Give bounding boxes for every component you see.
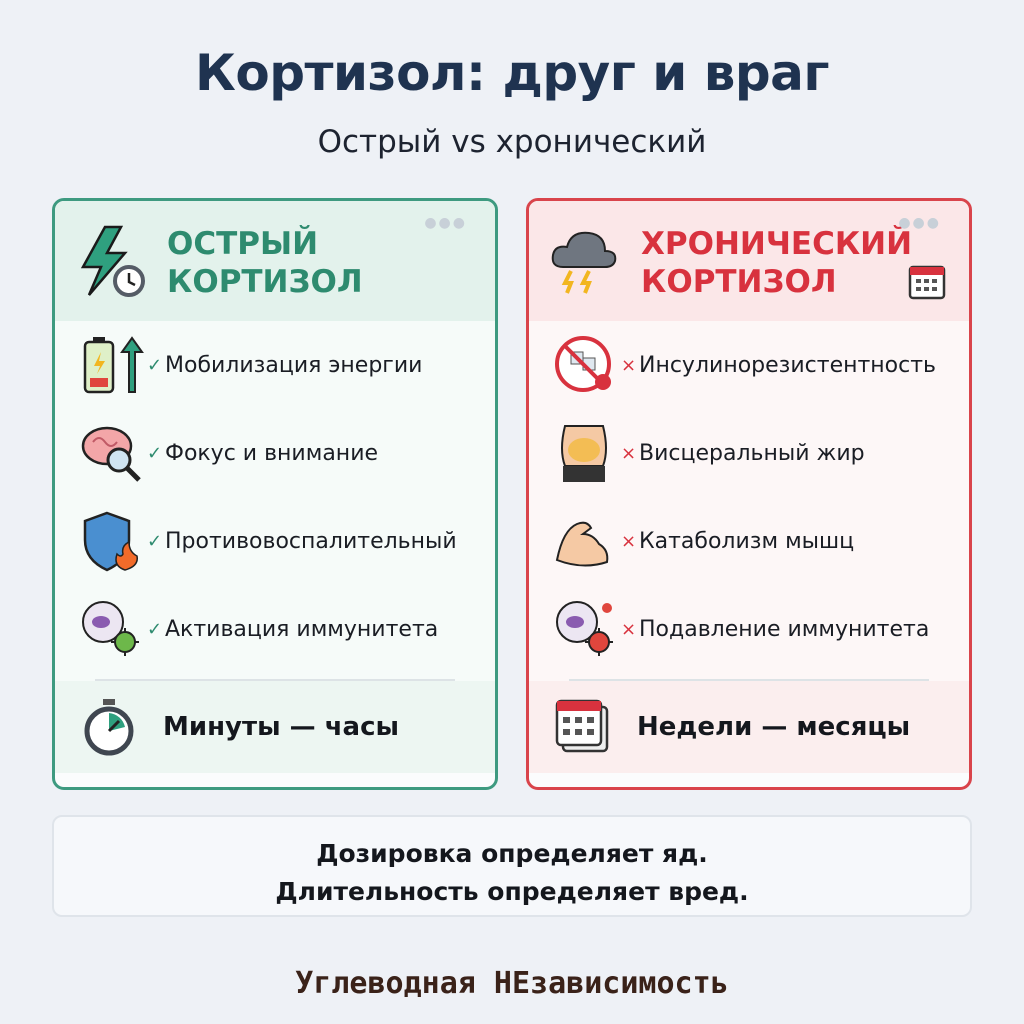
item-label: Инсулинорезистентность	[639, 352, 937, 378]
item-label: Висцеральный жир	[639, 440, 865, 466]
cross-icon: ×	[621, 354, 637, 376]
conclusion-line2: Длительность определяет вред.	[275, 877, 749, 906]
cross-icon: ×	[621, 618, 637, 640]
acute-benefits-list	[55, 321, 495, 681]
chronic-duration	[529, 681, 969, 773]
calendar-stack-icon	[553, 697, 613, 757]
check-icon: ✓	[147, 618, 163, 640]
conclusion-box	[52, 815, 972, 917]
muscle-icon	[553, 510, 619, 572]
battery-arrow-icon	[79, 334, 145, 396]
check-icon: ✓	[147, 442, 163, 464]
belly-fat-icon	[553, 422, 619, 484]
item-label: Активация иммунитета	[165, 616, 439, 642]
stopwatch-icon	[79, 697, 139, 757]
list-item	[55, 585, 495, 673]
divider	[95, 679, 455, 681]
acute-title-line1: ОСТРЫЙ	[167, 226, 319, 262]
chronic-title-line1: ХРОНИЧЕСКИЙ	[641, 226, 913, 262]
duration-label: Минуты — часы	[163, 712, 400, 742]
acute-title-line2: КОРТИЗОЛ	[167, 264, 363, 300]
acute-duration	[55, 681, 495, 773]
acute-card-header	[55, 201, 495, 321]
lightning-clock-icon	[75, 223, 147, 299]
list-item	[529, 585, 969, 673]
list-item	[529, 321, 969, 409]
chronic-cortisol-card	[526, 198, 972, 790]
dots-decoration: ●●●	[898, 215, 941, 231]
virus-cell-icon	[553, 598, 619, 660]
list-item	[529, 497, 969, 585]
cross-icon: ×	[621, 442, 637, 464]
page-title: Кортизол: друг и враг	[195, 44, 829, 102]
immune-cell-icon	[79, 598, 145, 660]
page-subtitle: Острый vs хронический	[317, 124, 707, 160]
check-icon: ✓	[147, 354, 163, 376]
item-label: Фокус и внимание	[165, 440, 379, 466]
chronic-harms-list	[529, 321, 969, 681]
list-item	[529, 409, 969, 497]
shield-fire-icon	[79, 510, 145, 572]
item-label: Мобилизация энергии	[165, 352, 423, 378]
dots-decoration: ●●●	[424, 215, 467, 231]
list-item	[55, 497, 495, 585]
divider	[569, 679, 929, 681]
duration-label: Недели — месяцы	[637, 712, 911, 742]
brand-logo: Углеводная НЕзависимость	[295, 966, 729, 1001]
item-label: Подавление иммунитета	[639, 616, 930, 642]
cross-icon: ×	[621, 530, 637, 552]
check-icon: ✓	[147, 530, 163, 552]
calendar-icon	[907, 261, 947, 301]
item-label: Противовоспалительный	[165, 528, 457, 554]
storm-cloud-icon	[549, 223, 621, 299]
item-label: Катаболизм мышц	[639, 528, 855, 554]
list-item	[55, 321, 495, 409]
conclusion-line1: Дозировка определяет яд.	[316, 839, 708, 868]
chronic-title-line2: КОРТИЗОЛ	[641, 264, 837, 300]
brain-magnifier-icon	[79, 422, 145, 484]
list-item	[55, 409, 495, 497]
acute-cortisol-card	[52, 198, 498, 790]
chronic-card-header	[529, 201, 969, 321]
no-sugar-icon	[553, 334, 619, 396]
